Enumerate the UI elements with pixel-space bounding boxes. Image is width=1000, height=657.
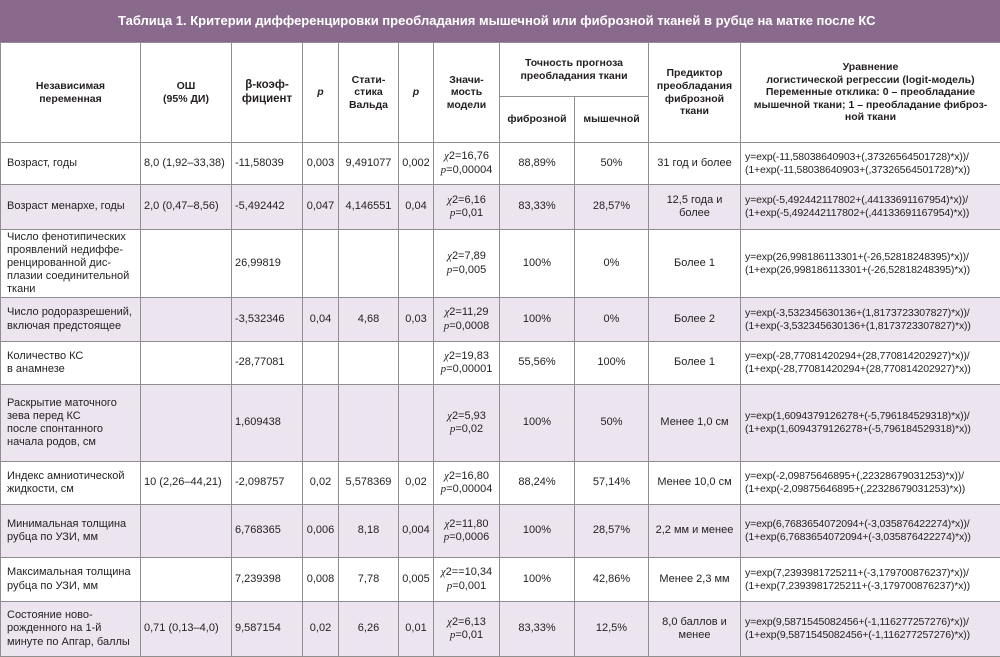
model-cell: χ2=6,16 p=0,01 (434, 185, 500, 230)
fibrous-accuracy-cell: 100% (500, 505, 575, 558)
header-wald: Стати- стика Вальда (339, 43, 399, 143)
p-cell: 0,003 (303, 143, 339, 185)
header-predictor: Предиктор преобладания фиброзной ткани (649, 43, 741, 143)
odds-ratio-cell: 0,71 (0,13–4,0) (141, 602, 232, 657)
odds-ratio-cell (141, 385, 232, 462)
variable-cell: Возраст менархе, годы (1, 185, 141, 230)
muscle-accuracy-cell: 12,5% (575, 602, 649, 657)
p-cell: 0,008 (303, 558, 339, 602)
muscle-accuracy-cell: 42,86% (575, 558, 649, 602)
p-cell: 0,047 (303, 185, 339, 230)
fibrous-accuracy-cell: 83,33% (500, 185, 575, 230)
predictor-cell: Менее 10,0 см (649, 462, 741, 505)
odds-ratio-cell (141, 342, 232, 385)
odds-ratio-cell: 2,0 (0,47–8,56) (141, 185, 232, 230)
header-p2: p (399, 43, 434, 143)
header-fibrous: фиброзной (500, 97, 575, 143)
table-row (1, 602, 1000, 657)
p-cell (303, 342, 339, 385)
predictor-cell: Менее 2,3 мм (649, 558, 741, 602)
equation-cell: y=exp(26,998186113301+(-26,52818248395)*x))/ (1+exp(26,998186113301+(-26,52818248395)*x)) (741, 230, 1000, 298)
p-cell (303, 230, 339, 298)
beta-cell: 7,239398 (232, 558, 303, 602)
odds-ratio-cell: 8,0 (1,92–33,38) (141, 143, 232, 185)
model-cell: χ2=11,80 p=0,0006 (434, 505, 500, 558)
p2-cell (399, 230, 434, 298)
variable-cell: Максимальная толщина рубца по УЗИ, мм (1, 558, 141, 602)
p2-cell: 0,01 (399, 602, 434, 657)
fibrous-accuracy-cell: 100% (500, 558, 575, 602)
header-model-significance: Значи- мость модели (434, 43, 500, 143)
equation-cell: y=exp(-2,09875646895+(,22328679031253)*x))/ (1+exp(-2,09875646895+(,22328679031253)*x)) (741, 462, 1000, 505)
beta-cell: 26,99819 (232, 230, 303, 298)
header-odds-ratio: ОШ (95% ДИ) (141, 43, 232, 143)
muscle-accuracy-cell: 50% (575, 143, 649, 185)
wald-cell: 5,578369 (339, 462, 399, 505)
variable-cell: Число фенотипических проявлений недиффе- ренцированной дис- плазии соединительной ткани (1, 230, 141, 298)
equation-cell: y=exp(-5,492442117802+(,44133691167954)*x))/ (1+exp(-5,492442117802+(,44133691167954)*x)) (741, 185, 1000, 230)
wald-cell (339, 342, 399, 385)
beta-cell: -2,098757 (232, 462, 303, 505)
table-row (1, 298, 1000, 342)
variable-cell: Раскрытие маточного зева перед КС после спонтанного начала родов, см (1, 385, 141, 462)
criteria-table (0, 42, 1000, 657)
model-cell: χ2=16,76 p=0,00004 (434, 143, 500, 185)
predictor-cell: 12,5 года и более (649, 185, 741, 230)
equation-cell: y=exp(1,6094379126278+(-5,796184529318)*x))/ (1+exp(1,6094379126278+(-5,796184529318)*x)) (741, 385, 1000, 462)
muscle-accuracy-cell: 100% (575, 342, 649, 385)
p2-cell: 0,004 (399, 505, 434, 558)
odds-ratio-cell (141, 230, 232, 298)
table-row (1, 143, 1000, 185)
beta-cell: -5,492442 (232, 185, 303, 230)
model-cell: χ2=16,80 p=0,00004 (434, 462, 500, 505)
table-title: Таблица 1. Критерии дифференцировки преобладания мышечной или фиброзной тканей в рубце на матке после КС (0, 0, 1000, 42)
model-cell: χ2=5,93 p=0,02 (434, 385, 500, 462)
beta-cell: -11,58039 (232, 143, 303, 185)
variable-cell: Число родоразрешений, включая предстоящее (1, 298, 141, 342)
model-cell: χ2=11,29 p=0,0008 (434, 298, 500, 342)
p2-cell: 0,03 (399, 298, 434, 342)
equation-cell: y=exp(-28,77081420294+(28,770814202927)*x))/ (1+exp(-28,77081420294+(28,770814202927)*x)) (741, 342, 1000, 385)
equation-cell: y=exp(-3,532345630136+(1,8173723307827)*x))/ (1+exp(-3,532345630136+(1,8173723307827)*x)) (741, 298, 1000, 342)
predictor-cell: Менее 1,0 см (649, 385, 741, 462)
fibrous-accuracy-cell: 88,24% (500, 462, 575, 505)
wald-cell: 8,18 (339, 505, 399, 558)
variable-cell: Минимальная толщина рубца по УЗИ, мм (1, 505, 141, 558)
p-cell: 0,006 (303, 505, 339, 558)
fibrous-accuracy-cell: 83,33% (500, 602, 575, 657)
odds-ratio-cell: 10 (2,26–44,21) (141, 462, 232, 505)
predictor-cell: 8,0 баллов и менее (649, 602, 741, 657)
fibrous-accuracy-cell: 100% (500, 230, 575, 298)
p-cell: 0,02 (303, 462, 339, 505)
wald-cell (339, 230, 399, 298)
muscle-accuracy-cell: 28,57% (575, 505, 649, 558)
header-equation: Уравнение логистической регрессии (logit-модель) Переменные отклика: 0 – преобладание мышечной ткани; 1 – преобладание фиброз- ной ткани (741, 43, 1000, 143)
fibrous-accuracy-cell: 88,89% (500, 143, 575, 185)
wald-cell: 4,68 (339, 298, 399, 342)
equation-cell: y=exp(7,2393981725211+(-3,179700876237)*x))/ (1+exp(7,2393981725211+(-3,179700876237)*x)) (741, 558, 1000, 602)
variable-cell: Индекс амниотической жидкости, см (1, 462, 141, 505)
p-cell (303, 385, 339, 462)
beta-cell: -3,532346 (232, 298, 303, 342)
header-variable: Независимая переменная (1, 43, 141, 143)
table-row (1, 230, 1000, 298)
fibrous-accuracy-cell: 100% (500, 385, 575, 462)
p2-cell: 0,04 (399, 185, 434, 230)
table-row (1, 385, 1000, 462)
table-row (1, 558, 1000, 602)
muscle-accuracy-cell: 57,14% (575, 462, 649, 505)
fibrous-accuracy-cell: 55,56% (500, 342, 575, 385)
muscle-accuracy-cell: 0% (575, 298, 649, 342)
header-p: p (303, 43, 339, 143)
wald-cell: 4,146551 (339, 185, 399, 230)
p2-cell: 0,002 (399, 143, 434, 185)
muscle-accuracy-cell: 0% (575, 230, 649, 298)
predictor-cell: Более 2 (649, 298, 741, 342)
p-cell: 0,04 (303, 298, 339, 342)
beta-cell: 6,768365 (232, 505, 303, 558)
wald-cell (339, 385, 399, 462)
predictor-cell: Более 1 (649, 342, 741, 385)
model-cell: χ2=7,89 p=0,005 (434, 230, 500, 298)
table-row (1, 462, 1000, 505)
equation-cell: y=exp(9,5871545082456+(-1,116277257276)*x))/ (1+exp(9,5871545082456+(-1,116277257276)*x)) (741, 602, 1000, 657)
odds-ratio-cell (141, 558, 232, 602)
p-cell: 0,02 (303, 602, 339, 657)
variable-cell: Возраст, годы (1, 143, 141, 185)
model-cell: χ2=6,13 p=0,01 (434, 602, 500, 657)
wald-cell: 6,26 (339, 602, 399, 657)
predictor-cell: 31 год и более (649, 143, 741, 185)
variable-cell: Количество КС в анамнезе (1, 342, 141, 385)
p2-cell (399, 342, 434, 385)
variable-cell: Состояние ново- рожденного на 1-й минуте по Апгар, баллы (1, 602, 141, 657)
predictor-cell: 2,2 мм и менее (649, 505, 741, 558)
odds-ratio-cell (141, 298, 232, 342)
model-cell: χ2==10,34 p=0,001 (434, 558, 500, 602)
table-row (1, 505, 1000, 558)
fibrous-accuracy-cell: 100% (500, 298, 575, 342)
equation-cell: y=exp(6,7683654072094+(-3,035876422274)*x))/ (1+exp(6,7683654072094+(-3,035876422274)*x)) (741, 505, 1000, 558)
beta-cell: -28,77081 (232, 342, 303, 385)
p2-cell (399, 385, 434, 462)
predictor-cell: Более 1 (649, 230, 741, 298)
table-row (1, 185, 1000, 230)
wald-cell: 7,78 (339, 558, 399, 602)
beta-cell: 1,609438 (232, 385, 303, 462)
header-muscle: мышечной (575, 97, 649, 143)
table-row (1, 342, 1000, 385)
muscle-accuracy-cell: 50% (575, 385, 649, 462)
beta-cell: 9,587154 (232, 602, 303, 657)
odds-ratio-cell (141, 505, 232, 558)
wald-cell: 9,491077 (339, 143, 399, 185)
equation-cell: y=exp(-11,58038640903+(,37326564501728)*x))/ (1+exp(-11,58038640903+(,37326564501728)*x)) (741, 143, 1000, 185)
p2-cell: 0,02 (399, 462, 434, 505)
muscle-accuracy-cell: 28,57% (575, 185, 649, 230)
header-beta: β-коэф- фициент (232, 43, 303, 143)
header-accuracy: Точность прогноза преобладания ткани (500, 43, 649, 97)
p2-cell: 0,005 (399, 558, 434, 602)
model-cell: χ2=19,83 p=0,00001 (434, 342, 500, 385)
